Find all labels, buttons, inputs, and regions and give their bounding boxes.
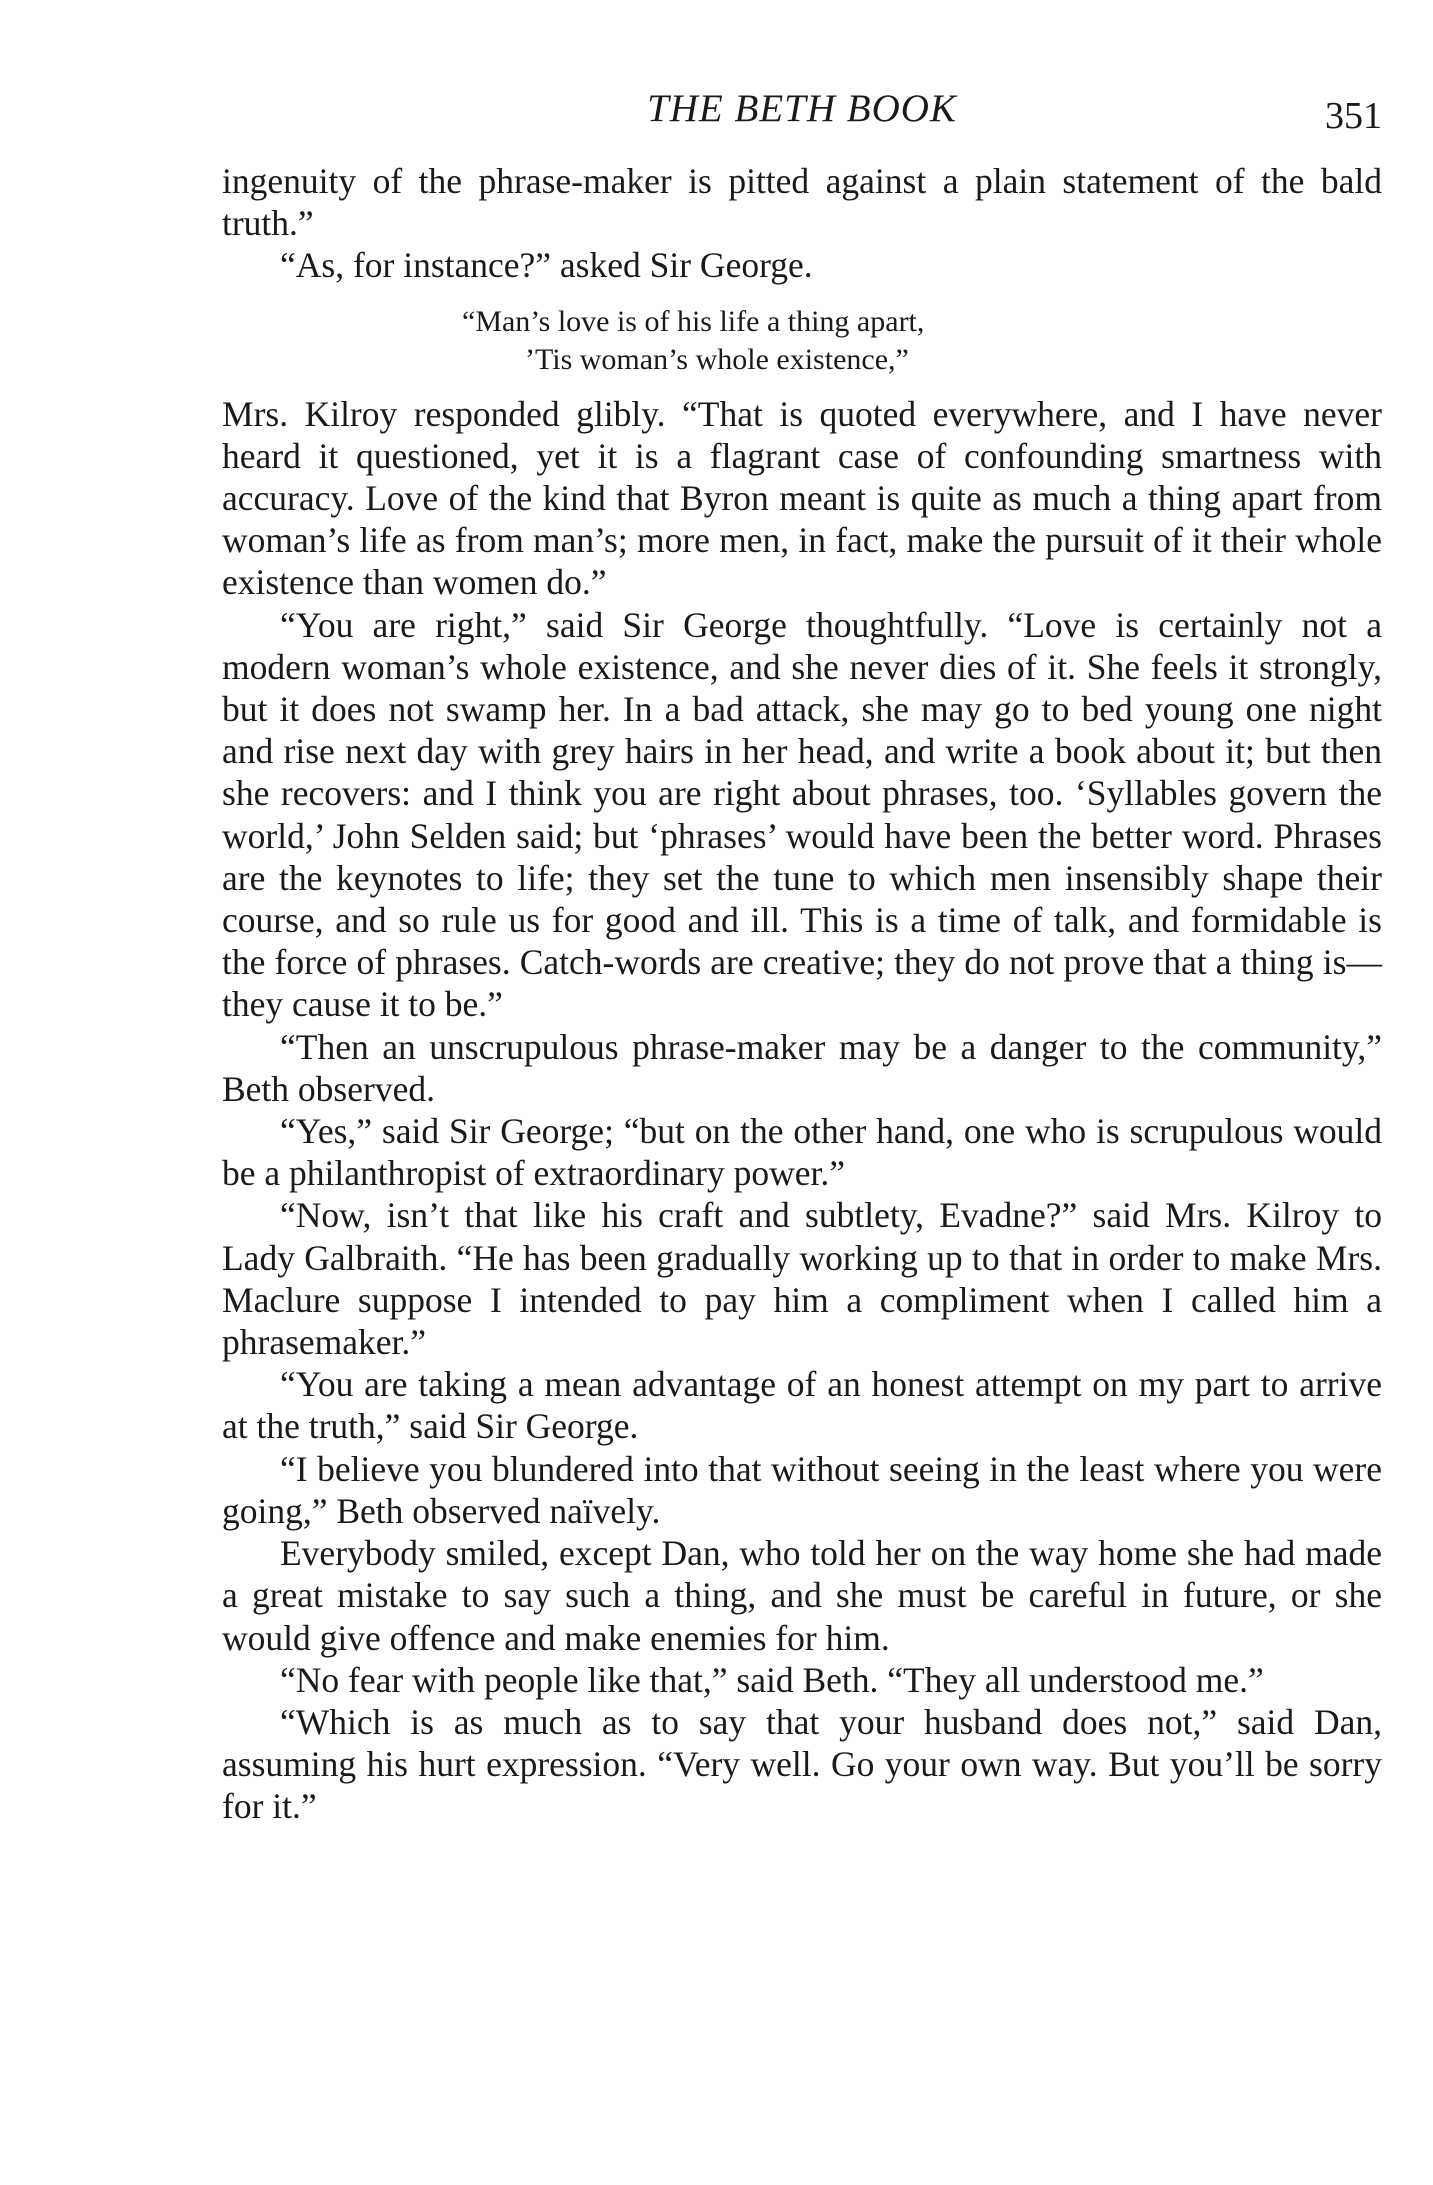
paragraph: ingenuity of the phrase-maker is pitted against a plain statement of the bald truth.” <box>222 161 1382 244</box>
paragraph: Everybody smiled, except Dan, who told her on the way home she had made a great mistake to say such a thing, and she must be careful in future, or she would give offence and make enemies for him. <box>222 1533 1382 1658</box>
paragraph: “I believe you blundered into that without seeing in the least where you were going,” Beth observed naïvely. <box>222 1448 1382 1531</box>
paragraph: “Then an unscrupulous phrase-maker may be a danger to the community,” Beth observed. <box>222 1026 1382 1109</box>
paragraph: Mrs. Kilroy responded glibly. “That is quoted everywhere, and I have never heard it questioned, yet it is a flagrant case of confounding smartness with accuracy. Love of the kind that Byron meant is quite as much a thing apart from woman’s life as from man’s; more men, in fact, make the pursuit of it their whole existence than women do.” <box>222 393 1382 603</box>
paragraph: “You are taking a mean advantage of an honest attempt on my part to arrive at the truth,” said Sir George. <box>222 1364 1382 1447</box>
paragraph: “Which is as much as to say that your husband does not,” said Dan, assuming his hurt expression. “Very well. Go your own way. But you’ll be sorry for it.” <box>222 1701 1382 1827</box>
paragraph: “No fear with people like that,” said Beth. “They all understood me.” <box>280 1659 1264 1700</box>
verse-line: ’Tis woman’s whole existence,” <box>525 342 909 376</box>
page-number: 351 <box>1325 95 1382 137</box>
page-header <box>222 84 1382 144</box>
verse-quotation <box>222 303 1382 379</box>
running-title: THE BETH BOOK <box>647 87 957 130</box>
text-body <box>222 160 1382 1828</box>
paragraph: “Now, isn’t that like his craft and subtlety, Evadne?” said Mrs. Kilroy to Lady Galbraith. “He has been gradually working up to that in order to make Mrs. Maclure suppose I intended to pay him a compliment when I called him a phrasemaker.” <box>222 1195 1382 1363</box>
paragraph: “As, for instance?” asked Sir George. <box>280 245 813 286</box>
paragraph: “Yes,” said Sir George; “but on the other hand, one who is scrupulous would be a philanthropist of extraordinary power.” <box>222 1111 1382 1194</box>
verse-line: “Man’s love is of his life a thing apart, <box>462 304 925 338</box>
paragraph: “You are right,” said Sir George thoughtfully. “Love is certainly not a modern woman’s whole existence, and she never dies of it. She feels it strongly, but it does not swamp her. In a bad attack, she may go to bed young one night and rise next day with grey hairs in her head, and write a book about it; but then she recovers: and I think you are right about phrases, too. ‘Syllables govern the world,’ John Selden said; but ‘phrases’ would have been the better word. Phrases are the keynotes to life; they set the tune to which men insensibly shape their course, and so rule us for good and ill. This is a time of talk, and formidable is the force of phrases. Catch-words are creative; they do not prove that a thing is—they cause it to be.” <box>222 604 1382 1025</box>
